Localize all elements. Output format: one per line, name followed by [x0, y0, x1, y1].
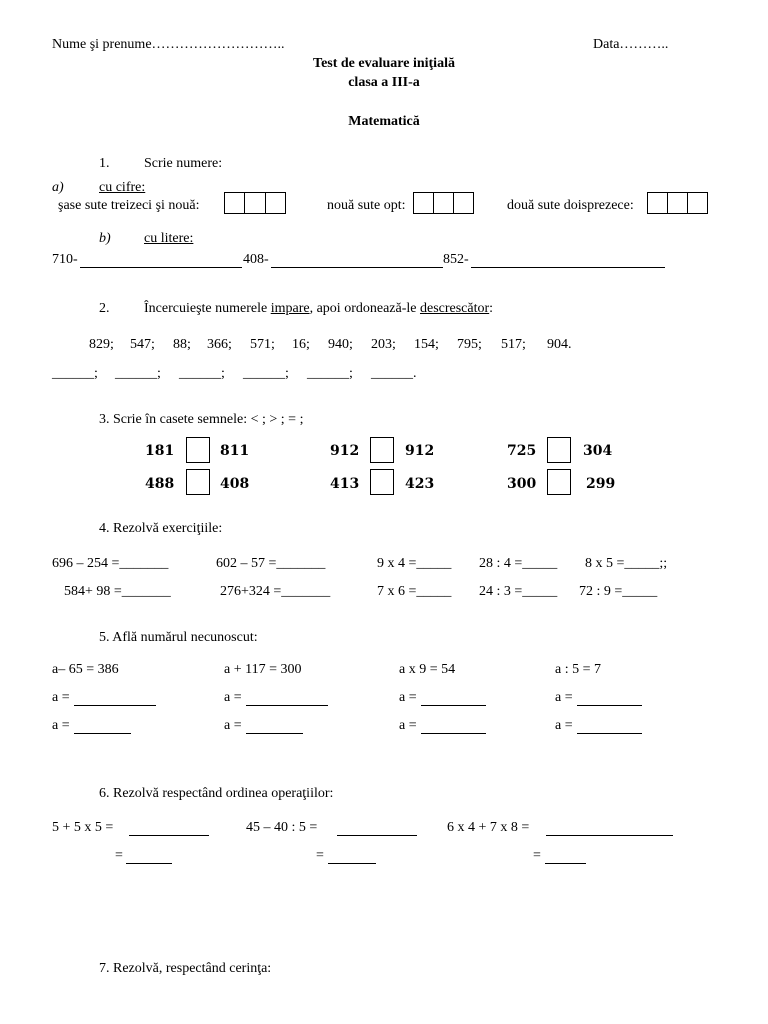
test-subtitle: clasa a III-a: [348, 75, 420, 90]
equals-sign: =: [115, 848, 123, 863]
ex1-a-item-3: două sute doisprezece:: [507, 198, 634, 213]
equation: a– 65 = 386: [52, 662, 119, 677]
digit-boxes-1[interactable]: [224, 192, 286, 214]
exercise-item[interactable]: 72 : 9 =_____: [579, 584, 658, 599]
answer-line[interactable]: [271, 267, 443, 268]
compare-left: 488: [145, 476, 175, 492]
answer-line[interactable]: [577, 705, 642, 706]
ex5-heading: 5. Află numărul necunoscut:: [99, 630, 258, 645]
number-item[interactable]: 904.: [547, 337, 572, 352]
compare-right: 304: [583, 443, 613, 459]
number-item[interactable]: 203;: [371, 337, 396, 352]
sign-box[interactable]: [370, 437, 394, 463]
number-item[interactable]: 517;: [501, 337, 526, 352]
step-label: a =: [224, 718, 242, 733]
ex1-a-item-1: şase sute treizeci şi nouă:: [58, 198, 200, 213]
ex1-number: 1.: [99, 156, 110, 171]
exercise-item[interactable]: 28 : 4 =_____: [479, 556, 558, 571]
step-label: a =: [52, 690, 70, 705]
compare-left: 413: [330, 476, 360, 492]
sign-box[interactable]: [186, 437, 210, 463]
subject-title: Matematică: [348, 114, 420, 129]
exercise-item[interactable]: 8 x 5 =_____;;: [585, 556, 668, 571]
equals-sign: =: [533, 848, 541, 863]
equation: a x 9 = 54: [399, 662, 456, 677]
ex1-b-item-3: 852-: [443, 252, 469, 267]
number-item[interactable]: 795;: [457, 337, 482, 352]
ex7-heading: 7. Rezolvă, respectând cerinţa:: [99, 961, 272, 976]
compare-left: 181: [145, 443, 175, 459]
ex3-heading: 3. Scrie în casete semnele: < ; > ; = ;: [99, 412, 304, 427]
answer-line[interactable]: [546, 835, 673, 836]
answer-line[interactable]: [545, 863, 586, 864]
expression: 6 x 4 + 7 x 8 =: [447, 820, 530, 835]
expression: 5 + 5 x 5 =: [52, 820, 114, 835]
ex1-b-text: cu litere:: [144, 231, 194, 246]
expression: 45 – 40 : 5 =: [246, 820, 318, 835]
sign-box[interactable]: [547, 437, 571, 463]
ex6-heading: 6. Rezolvă respectând ordinea operaţiilor:: [99, 786, 334, 801]
digit-boxes-2[interactable]: [413, 192, 474, 214]
sign-box[interactable]: [186, 469, 210, 495]
answer-line[interactable]: [80, 267, 242, 268]
answer-line[interactable]: [471, 267, 665, 268]
answer-line[interactable]: [421, 733, 486, 734]
answer-line[interactable]: [328, 863, 376, 864]
answer-blank[interactable]: ______;: [307, 366, 353, 381]
step-label: a =: [399, 718, 417, 733]
compare-right: 811: [220, 443, 250, 459]
answer-blank[interactable]: ______;: [115, 366, 161, 381]
answer-blank[interactable]: ______;: [243, 366, 289, 381]
answer-line[interactable]: [421, 705, 486, 706]
compare-left: 912: [330, 443, 360, 459]
number-item[interactable]: 88;: [173, 337, 191, 352]
exercise-item[interactable]: 9 x 4 =_____: [377, 556, 452, 571]
number-item[interactable]: 154;: [414, 337, 439, 352]
exercise-item[interactable]: 602 – 57 =_______: [216, 556, 326, 571]
answer-line[interactable]: [246, 733, 303, 734]
exercise-item[interactable]: 696 – 254 =_______: [52, 556, 169, 571]
name-label: Nume şi prenume………………………..: [52, 37, 285, 52]
step-label: a =: [555, 690, 573, 705]
ex1-a-item-2: nouă sute opt:: [327, 198, 406, 213]
ex1-b-item-2: 408-: [243, 252, 269, 267]
ex2-number: 2.: [99, 301, 110, 316]
ex4-heading: 4. Rezolvă exerciţiile:: [99, 521, 223, 536]
number-item[interactable]: 571;: [250, 337, 275, 352]
number-item[interactable]: 547;: [130, 337, 155, 352]
answer-line[interactable]: [337, 835, 417, 836]
sign-box[interactable]: [547, 469, 571, 495]
compare-right: 299: [586, 476, 616, 492]
compare-right: 408: [220, 476, 250, 492]
answer-blank[interactable]: ______;: [179, 366, 225, 381]
test-title: Test de evaluare iniţială: [313, 56, 455, 71]
compare-right: 912: [405, 443, 435, 459]
answer-line[interactable]: [129, 835, 209, 836]
compare-left: 300: [507, 476, 537, 492]
exercise-item[interactable]: 276+324 =_______: [220, 584, 331, 599]
compare-right: 423: [405, 476, 435, 492]
step-label: a =: [52, 718, 70, 733]
ex1-a-text: cu cifre:: [99, 180, 146, 195]
answer-blank[interactable]: ______;: [52, 366, 98, 381]
step-label: a =: [399, 690, 417, 705]
exercise-item[interactable]: 7 x 6 =_____: [377, 584, 452, 599]
answer-line[interactable]: [74, 733, 131, 734]
number-item[interactable]: 940;: [328, 337, 353, 352]
number-item[interactable]: 16;: [292, 337, 310, 352]
step-label: a =: [555, 718, 573, 733]
ex1-a-label: a): [52, 180, 64, 195]
sign-box[interactable]: [370, 469, 394, 495]
number-item[interactable]: 366;: [207, 337, 232, 352]
step-label: a =: [224, 690, 242, 705]
date-label: Data………..: [593, 37, 669, 52]
ex1-heading: Scrie numere:: [144, 156, 223, 171]
equals-sign: =: [316, 848, 324, 863]
answer-line[interactable]: [246, 705, 328, 706]
ex2-heading: Încercuieşte numerele impare, apoi ordonează-le descrescător:: [144, 301, 494, 316]
equation: a : 5 = 7: [555, 662, 601, 677]
equation: a + 117 = 300: [224, 662, 302, 677]
digit-boxes-3[interactable]: [647, 192, 708, 214]
answer-line[interactable]: [74, 705, 156, 706]
exercise-item[interactable]: 584+ 98 =_______: [64, 584, 171, 599]
ex1-b-label: b): [99, 231, 111, 246]
answer-blank[interactable]: ______.: [371, 366, 417, 381]
answer-line[interactable]: [577, 733, 642, 734]
ex1-b-item-1: 710-: [52, 252, 78, 267]
answer-line[interactable]: [126, 863, 172, 864]
number-item[interactable]: 829;: [89, 337, 114, 352]
exercise-item[interactable]: 24 : 3 =_____: [479, 584, 558, 599]
compare-left: 725: [507, 443, 537, 459]
